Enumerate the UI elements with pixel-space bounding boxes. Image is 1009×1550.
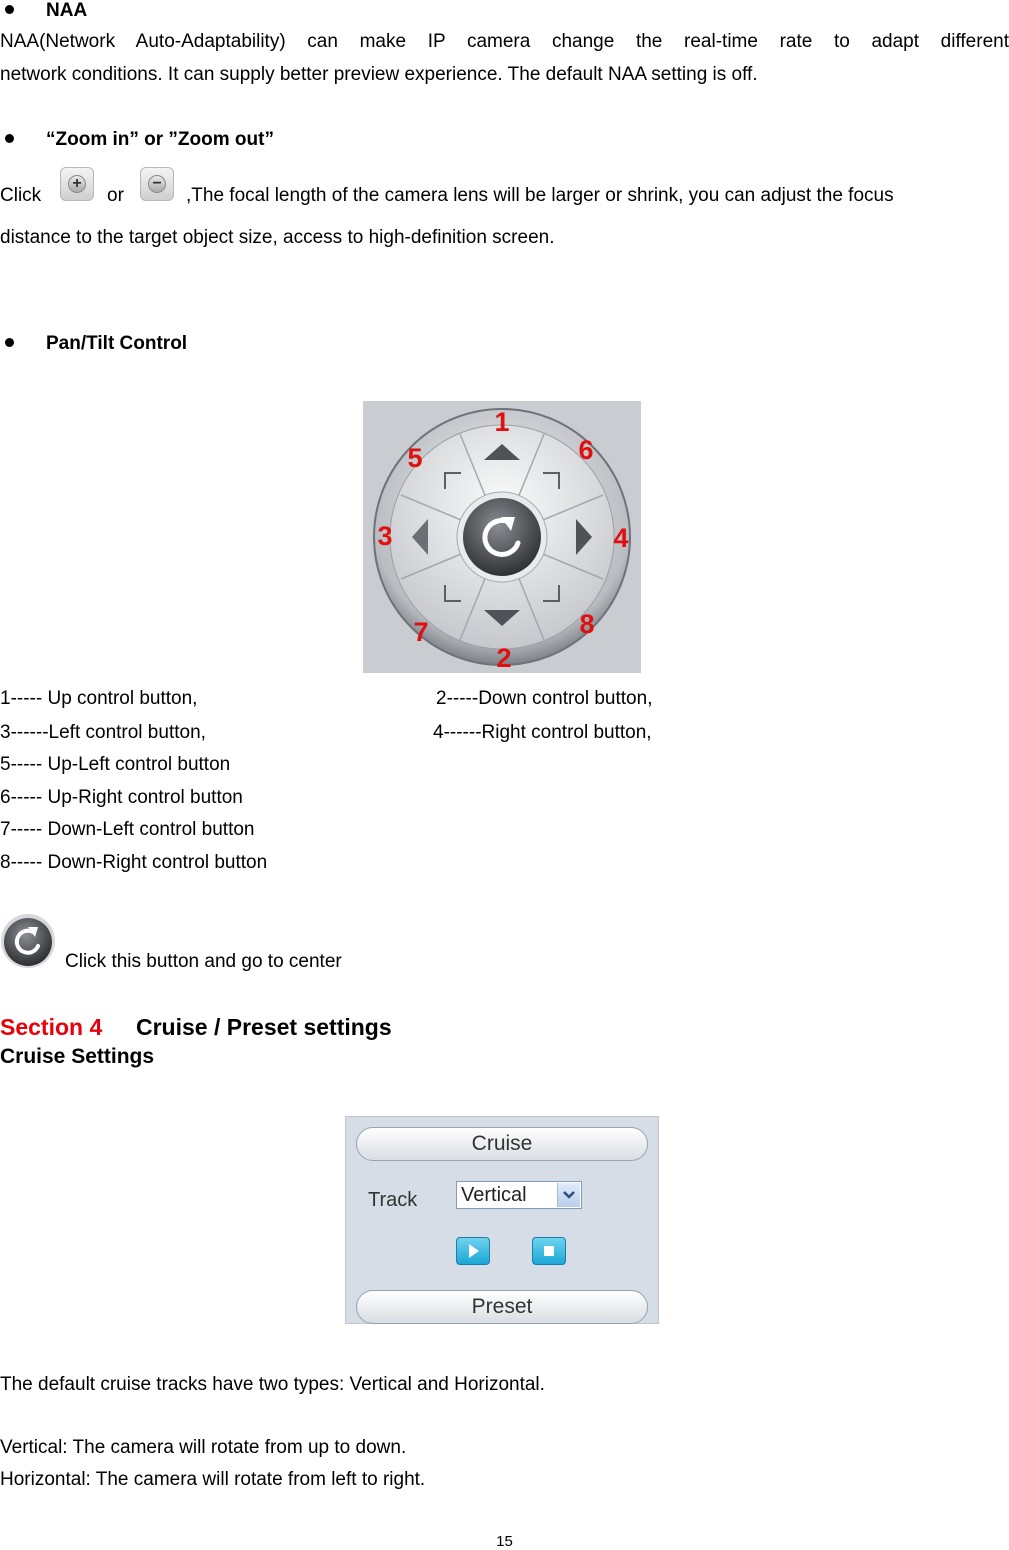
cruise-settings-heading: Cruise Settings bbox=[0, 1045, 155, 1068]
pad-number-6: 6 bbox=[578, 435, 594, 465]
cruise-panel bbox=[345, 1116, 659, 1324]
cruise-button[interactable]: Cruise bbox=[356, 1127, 648, 1161]
legend-item-1: 1----- Up control button, bbox=[0, 688, 198, 709]
pan-tilt-pad-graphic bbox=[363, 401, 641, 673]
zoom-line2: distance to the target object size, access to high-definition screen. bbox=[0, 227, 555, 248]
pad-number-4: 4 bbox=[613, 523, 629, 553]
bullet bbox=[5, 134, 14, 143]
zoom-out-icon: − bbox=[140, 167, 174, 201]
vertical-description: Vertical: The camera will rotate from up to down. bbox=[0, 1437, 407, 1458]
center-button[interactable] bbox=[463, 498, 541, 576]
cruise-tracks-sentence: The default cruise tracks have two types: Vertical and Horizontal. bbox=[0, 1374, 545, 1395]
zoom-click-word: Click bbox=[0, 185, 42, 206]
pan-tilt-heading: Pan/Tilt Control bbox=[46, 333, 188, 354]
zoom-in-icon: + bbox=[60, 167, 94, 201]
play-icon bbox=[457, 1238, 489, 1264]
pad-number-3: 3 bbox=[377, 521, 393, 551]
legend-item-7: 7----- Down-Left control button bbox=[0, 819, 255, 840]
horizontal-description: Horizontal: The camera will rotate from left to right. bbox=[0, 1469, 426, 1490]
legend-item-3: 3------Left control button, bbox=[0, 722, 206, 743]
zoom-heading: “Zoom in” or ”Zoom out” bbox=[46, 129, 274, 150]
pad-number-1: 1 bbox=[494, 407, 510, 437]
reset-center-icon bbox=[0, 913, 56, 969]
zoom-line1-rest: ,The focal length of the camera lens will be larger or shrink, you can adjust the focus bbox=[186, 185, 894, 206]
legend-item-5: 5----- Up-Left control button bbox=[0, 754, 231, 775]
zoom-or-word: or bbox=[107, 185, 124, 206]
play-button[interactable] bbox=[456, 1237, 490, 1265]
legend-item-8: 8----- Down-Right control button bbox=[0, 852, 268, 873]
bullet bbox=[5, 5, 14, 14]
pad-number-8: 8 bbox=[579, 609, 595, 639]
chevron-down-icon[interactable] bbox=[557, 1183, 580, 1207]
legend-item-6: 6----- Up-Right control button bbox=[0, 787, 243, 808]
legend-item-4: 4------Right control button, bbox=[433, 722, 652, 743]
pad-number-7: 7 bbox=[413, 617, 429, 647]
section-title: Cruise / Preset settings bbox=[136, 1014, 392, 1040]
naa-heading: NAA bbox=[46, 0, 88, 21]
naa-paragraph-line2: network conditions. It can supply better preview experience. The default NAA setting is off. bbox=[0, 64, 758, 85]
stop-button[interactable] bbox=[532, 1237, 566, 1265]
center-button-note: Click this button and go to center bbox=[65, 951, 342, 972]
track-select-value: Vertical bbox=[461, 1184, 527, 1206]
page-number: 15 bbox=[496, 1533, 513, 1550]
stop-icon bbox=[533, 1238, 565, 1264]
pad-number-5: 5 bbox=[407, 443, 423, 473]
pad-number-2: 2 bbox=[496, 643, 512, 673]
pan-tilt-control-pad bbox=[363, 401, 641, 673]
naa-paragraph-line1: NAA(Network Auto-Adaptability) can make IP camera change the real-time rate to adapt different bbox=[0, 31, 1009, 52]
bullet bbox=[5, 338, 14, 347]
track-label: Track bbox=[368, 1189, 418, 1211]
legend-item-2: 2-----Down control button, bbox=[436, 688, 653, 709]
preset-button[interactable]: Preset bbox=[356, 1290, 648, 1324]
track-select[interactable] bbox=[456, 1181, 582, 1209]
section-label: Section 4 bbox=[0, 1014, 103, 1040]
go-to-center-button[interactable] bbox=[0, 913, 56, 969]
